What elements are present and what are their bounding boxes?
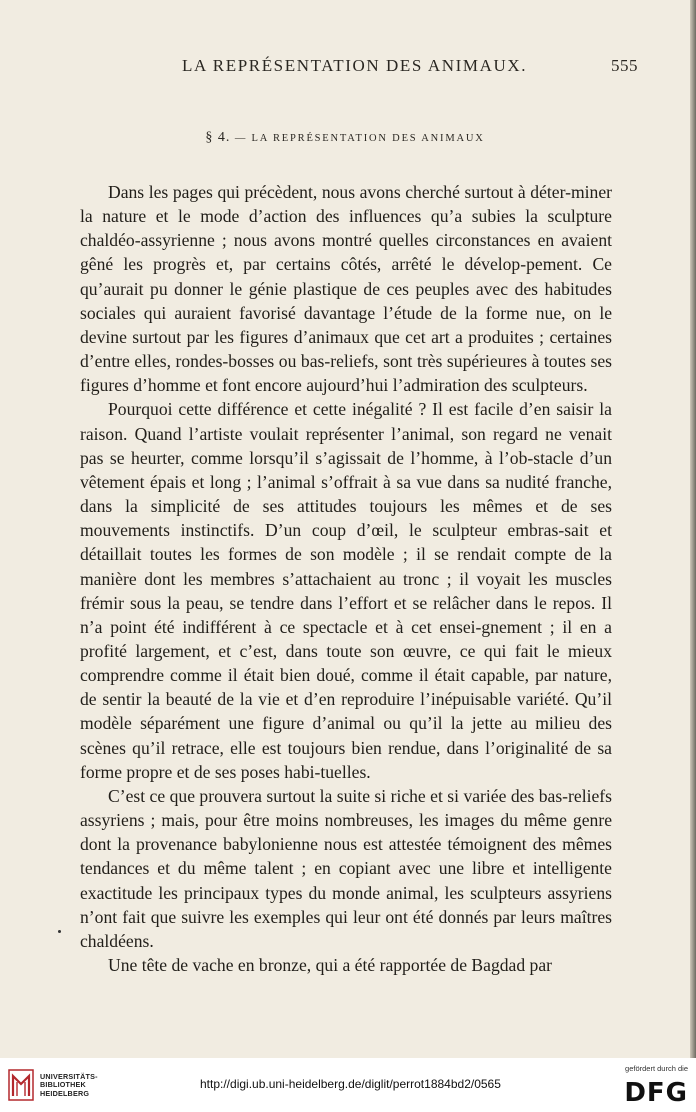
section-heading bbox=[0, 130, 690, 146]
text-line: bas-reliefs assyriens ; mais, pour être moins nombreuses, les images bbox=[80, 785, 612, 831]
paragraph-1 bbox=[80, 180, 612, 397]
text-line: du même genre dont la provenance babylonienne nous est attestée bbox=[80, 810, 613, 855]
text-line: pement. Ce qu’aurait pu donner le génie plastique de ces peuples avec bbox=[80, 254, 612, 299]
text-line: produites ; certaines d’entre elles, rondes-bosses ou bas-reliefs, sont très bbox=[80, 326, 612, 372]
text-line: sait et détaillait toutes les formes de son modèle ; il se rendait compte bbox=[80, 520, 612, 565]
dfg-logo: DFG bbox=[624, 1078, 688, 1108]
text-line: dans le repos. Il n’a point été indifférent à ce spectacle et à cet ensei- bbox=[80, 592, 612, 637]
text-line: en avaient gêné les progrès et, par certains côtés, arrêté le dévelop- bbox=[80, 230, 612, 275]
text-line: supérieures à toutes ses figures d’homme et font encore aujourd’hui bbox=[80, 351, 612, 396]
library-name-line: BIBLIOTHEK bbox=[40, 1080, 86, 1090]
text-line: sculpture chaldéo-assyrienne ; nous avons montré quelles circonstances bbox=[80, 206, 612, 251]
text-line: capable, par nature, de sentir la beauté de la vie et d’en reproduire bbox=[80, 665, 612, 710]
paragraph-3 bbox=[80, 784, 612, 953]
text-line: venait pas se heurter, comme lorsqu’il s’agissait de l’homme, à l’ob- bbox=[80, 423, 612, 468]
margin-mark bbox=[58, 930, 61, 933]
text-line: stacle d’un vêtement épais et long ; l’animal s’offrait à sa vue dans sa bbox=[80, 447, 612, 492]
text-line: nudité franche, dans la simplicité de ses attitudes toujours les mêmes bbox=[80, 471, 612, 517]
text-line: leur ont été donnés par leurs maîtres chaldéens. bbox=[80, 906, 613, 951]
text-line: rendue, dans l’originalité de sa forme propre et de ses poses habi- bbox=[80, 737, 612, 782]
permalink-url[interactable]: http://digi.ub.uni-heidelberg.de/diglit/perrot1884bd2/0565 bbox=[200, 1077, 501, 1091]
text-line: des habitudes sociales qui auraient favorisé davantage l’étude de la bbox=[80, 278, 612, 323]
paragraph-2 bbox=[80, 397, 612, 784]
text-line: tuelles. bbox=[320, 761, 371, 782]
text-line: Une tête de vache en bronze, qui a été rapportée de Bagdad par bbox=[108, 955, 553, 975]
section-symbol: § 4. bbox=[205, 130, 231, 145]
footer-bar bbox=[0, 1058, 696, 1112]
text-line: de la manière dont les membres s’attachaient au tronc ; il voyait les bbox=[80, 544, 612, 589]
text-line: gnement ; il en a profité largement, et c’est, dans toute son œuvre, ce bbox=[80, 616, 612, 661]
library-name bbox=[40, 1073, 98, 1098]
text-line: témoignent des mêmes tendances et du même talent ; en copiant avec bbox=[80, 834, 612, 879]
running-head-title: LA REPRÉSENTATION DES ANIMAUX. bbox=[182, 56, 528, 75]
funding-note: gefördert durch die bbox=[625, 1064, 688, 1073]
section-title: — LA REPRÉSENTATION DES ANIMAUX bbox=[234, 133, 485, 144]
text-line: Pourquoi cette différence et cette inégalité ? Il est facile d’en saisir bbox=[108, 399, 594, 420]
text-line: Dans les pages qui précèdent, nous avons cherché surtout à déter- bbox=[108, 182, 571, 202]
text-line: animal, les sculpteurs assyriens n’ont fait que suivre les exemples qui bbox=[80, 882, 612, 927]
page-edge bbox=[690, 0, 696, 1058]
paragraph-4 bbox=[80, 953, 612, 977]
text-line: une libre et intelligente exactitude les principaux types du monde bbox=[80, 858, 612, 903]
text-line: et de ses mouvements instinctifs. D’un coup d’œil, le sculpteur embras- bbox=[80, 496, 612, 541]
text-line: la raison. Quand l’artiste voulait représenter l’animal, son regard ne bbox=[80, 399, 612, 444]
text-line: C’est ce que prouvera surtout la suite si riche et si variée des bbox=[108, 785, 535, 806]
body-text bbox=[80, 180, 612, 977]
text-line: qui fait le mieux comprendre comme il était bien doué, comme il était bbox=[80, 640, 612, 686]
text-line: l’inépuisable variété. Qu’il modèle séparément une figure d’animal ou bbox=[80, 689, 612, 734]
library-name-line: HEIDELBERG bbox=[40, 1088, 90, 1098]
text-line: muscles frémir sous la peau, se tendre dans l’effort et se relâcher bbox=[80, 568, 612, 613]
running-head bbox=[0, 56, 690, 80]
text-line: miner la nature et le mode d’action des influences qu’a subies la bbox=[80, 182, 612, 227]
text-line: l’admiration des sculpteurs. bbox=[392, 375, 588, 396]
text-line: forme nue, on le devine surtout par les figures d’animaux que cet art a bbox=[80, 302, 613, 347]
heidelberg-library-logo-icon bbox=[8, 1068, 34, 1102]
library-name-line: UNIVERSITÄTS- bbox=[40, 1072, 98, 1081]
text-line: qu’il la jette au milieu des scènes qu’il retrace, elle est toujours bien bbox=[80, 713, 613, 758]
page-number: 555 bbox=[611, 56, 638, 75]
